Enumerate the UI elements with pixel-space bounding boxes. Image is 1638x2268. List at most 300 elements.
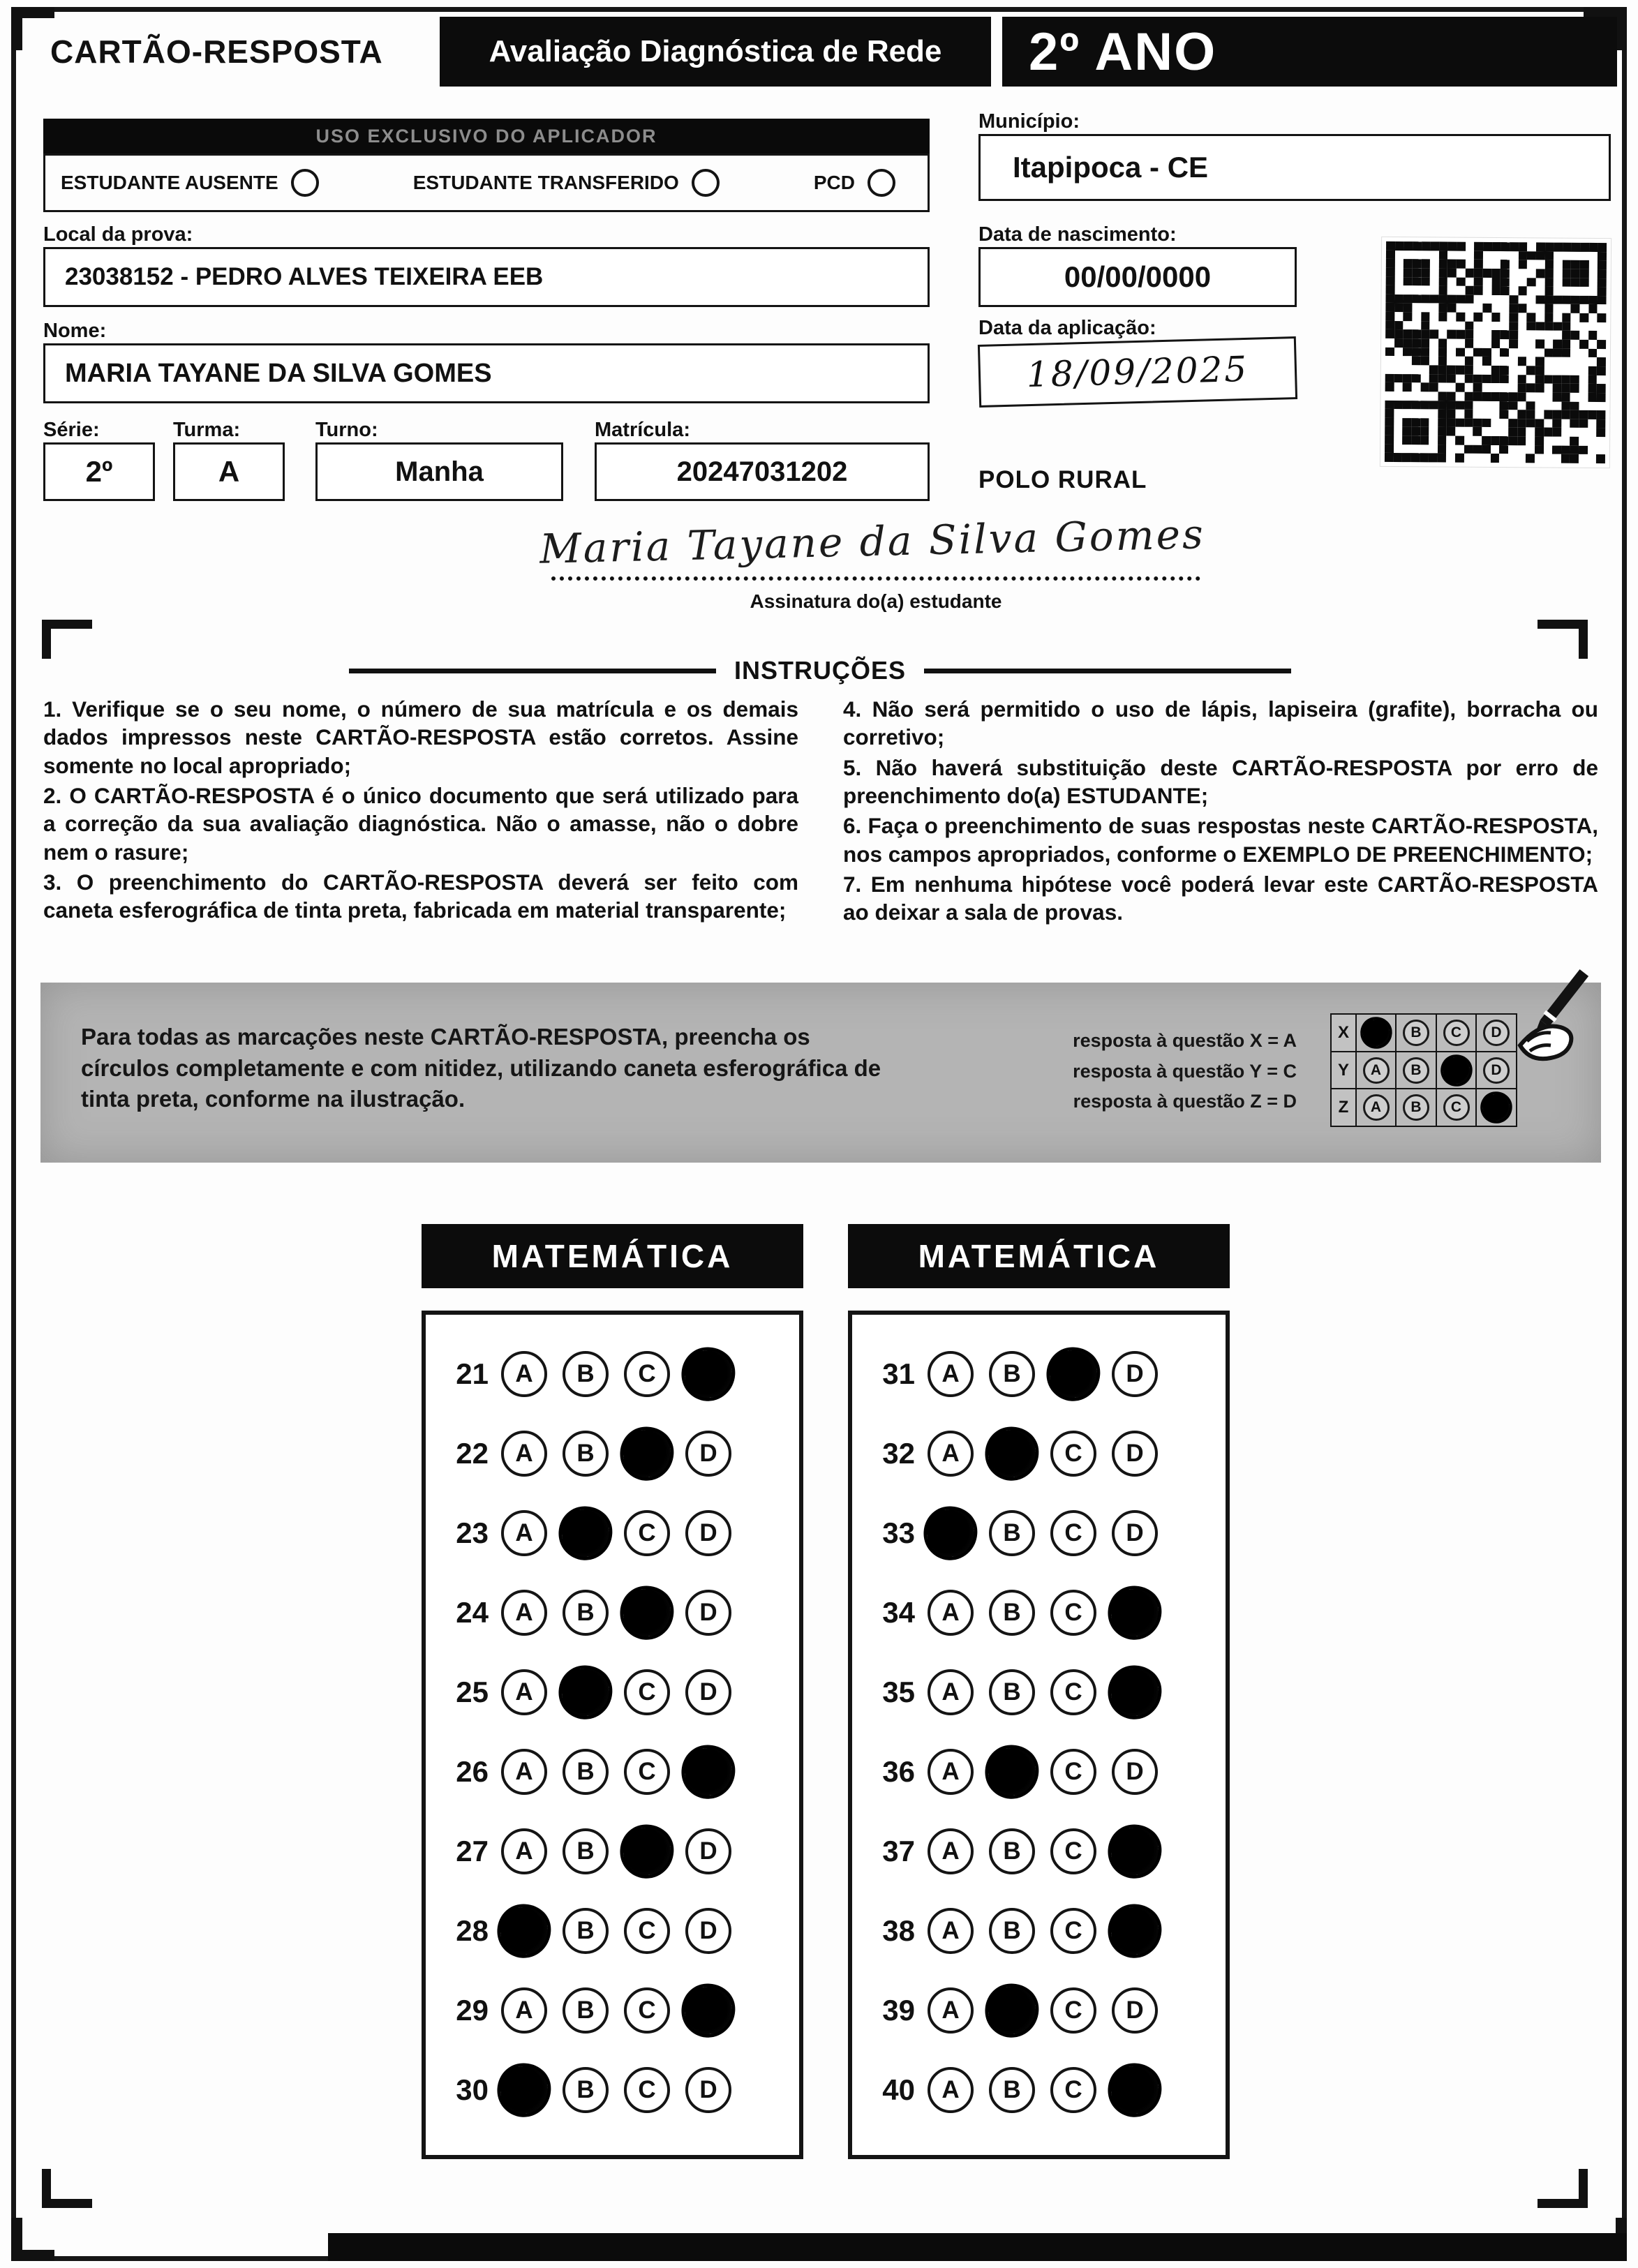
answer-bubble[interactable]: D (685, 1590, 731, 1636)
answer-bubble[interactable]: B (989, 1590, 1035, 1636)
qr-module (1447, 330, 1457, 339)
answer-bubble[interactable]: A (501, 1987, 547, 2034)
qr-module (1402, 445, 1411, 454)
answer-bubble-filled[interactable] (1105, 1583, 1165, 1643)
qr-module (1438, 286, 1447, 295)
qr-module (1447, 374, 1456, 383)
answer-bubble[interactable]: D (685, 1828, 731, 1874)
registration-mark-bottom-left (11, 2218, 54, 2261)
qr-module (1500, 330, 1509, 339)
qr-module (1394, 445, 1403, 454)
qr-module (1596, 454, 1605, 463)
qr-module (1483, 277, 1492, 286)
answer-bubble[interactable]: D (685, 1669, 731, 1715)
qr-module (1510, 242, 1519, 251)
qr-module (1500, 410, 1509, 419)
student-signature-handwritten: Maria Tayane da Silva Gomes (539, 510, 1206, 573)
qr-module (1553, 375, 1562, 384)
qr-module (1457, 304, 1466, 313)
qr-module (1517, 366, 1526, 375)
qr-module (1535, 304, 1544, 313)
qr-module (1570, 401, 1579, 410)
qr-module (1404, 285, 1413, 294)
qr-module (1544, 437, 1553, 446)
qr-module (1412, 382, 1421, 391)
answer-bubble[interactable]: C (1050, 1510, 1096, 1556)
qr-module (1464, 374, 1473, 383)
answer-bubble[interactable]: D (1112, 1431, 1158, 1477)
status-bubble-empty[interactable] (692, 169, 720, 197)
answer-bubble[interactable]: A (928, 1908, 974, 1954)
answer-bubble-filled[interactable] (678, 1344, 738, 1404)
answer-bubble[interactable]: B (563, 1351, 609, 1397)
qr-module (1535, 436, 1544, 445)
answer-bubble[interactable]: B (563, 2067, 609, 2113)
qr-module (1508, 410, 1517, 419)
answer-bubble-filled[interactable] (1105, 1901, 1165, 1961)
answer-bubble[interactable]: B (989, 1510, 1035, 1556)
qr-module (1588, 393, 1597, 402)
qr-module (1561, 454, 1570, 463)
local-value-box: 23038152 - PEDRO ALVES TEIXEIRA EEB (43, 247, 930, 307)
answer-bubble[interactable]: D (685, 2067, 731, 2113)
answer-bubble[interactable]: C (1050, 1749, 1096, 1795)
qr-module (1509, 375, 1518, 384)
qr-module (1394, 400, 1403, 409)
qr-module (1413, 251, 1422, 260)
status-bubble-empty[interactable] (868, 169, 895, 197)
qr-module (1394, 356, 1403, 365)
qr-module (1527, 304, 1536, 313)
qr-module (1430, 260, 1439, 269)
answer-bubble[interactable]: A (928, 1431, 974, 1477)
answer-row (442, 1971, 799, 2050)
qr-module (1526, 348, 1535, 357)
qr-module (1527, 251, 1536, 260)
qr-module (1518, 322, 1527, 331)
instructions-title: INSTRUÇÕES (734, 656, 907, 685)
qr-module (1500, 366, 1509, 375)
qr-module (1563, 243, 1572, 252)
qr-module (1473, 366, 1482, 375)
qr-module (1482, 454, 1491, 463)
qr-module (1536, 260, 1545, 269)
qr-module (1508, 445, 1517, 454)
qr-module (1447, 304, 1457, 313)
qr-module (1509, 322, 1518, 331)
qr-module (1447, 277, 1457, 286)
answer-bubble[interactable]: C (624, 1510, 670, 1556)
qr-module (1508, 401, 1517, 410)
qr-module (1429, 383, 1438, 392)
qr-module (1580, 251, 1589, 260)
qr-module (1544, 278, 1554, 287)
qr-module (1447, 251, 1457, 260)
example-cell (1355, 1051, 1397, 1090)
qr-module (1457, 294, 1466, 304)
qr-module (1526, 454, 1535, 463)
qr-module (1473, 392, 1482, 401)
answer-bubble[interactable]: B (989, 1908, 1035, 1954)
qr-module (1554, 304, 1563, 313)
qr-module (1597, 410, 1606, 419)
qr-module (1483, 269, 1492, 278)
answer-bubble[interactable]: B (989, 1351, 1035, 1397)
qr-module (1597, 366, 1606, 375)
qr-module (1404, 259, 1413, 268)
qr-module (1518, 339, 1527, 348)
answer-bubble-filled[interactable] (678, 1742, 738, 1802)
instruction-item: 7. Em nenhuma hipótese você poderá levar este CARTÃO-RESPOSTA ao deixar a sala de provas. (843, 871, 1598, 925)
answer-bubble[interactable]: C (1050, 2067, 1096, 2113)
qr-module (1570, 393, 1579, 402)
qr-module (1466, 251, 1475, 260)
qr-module (1491, 419, 1500, 428)
qr-module (1491, 383, 1500, 392)
qr-module (1579, 410, 1588, 419)
qr-module (1386, 251, 1395, 260)
qr-module (1553, 401, 1562, 410)
qr-module (1552, 445, 1561, 454)
answer-bubble[interactable]: D (1112, 1510, 1158, 1556)
qr-module (1492, 242, 1501, 251)
subject-title-bar: MATEMÁTICA (422, 1224, 803, 1288)
divider-line (349, 669, 716, 673)
answer-bubble[interactable]: C (1050, 1908, 1096, 1954)
qr-module (1386, 276, 1395, 285)
qr-module (1508, 436, 1517, 445)
qr-module (1588, 428, 1597, 437)
qr-module (1483, 295, 1492, 304)
answer-row (442, 1891, 799, 1971)
question-number: 40 (882, 2073, 915, 2106)
answer-bubble[interactable]: B (563, 1431, 609, 1477)
answer-bubble-filled[interactable] (1043, 1344, 1103, 1404)
qr-module (1571, 243, 1580, 252)
answer-bubble-filled[interactable] (982, 1980, 1042, 2041)
answer-bubble-filled[interactable] (1105, 1821, 1165, 1881)
qr-module (1580, 243, 1589, 252)
answer-bubble[interactable]: A (501, 1590, 547, 1636)
qr-module (1500, 383, 1509, 392)
nome-label: Nome: (43, 320, 107, 342)
answer-bubble[interactable]: C (624, 1351, 670, 1397)
qr-module (1554, 243, 1563, 252)
qr-module (1501, 251, 1510, 260)
qr-module (1420, 409, 1429, 418)
qr-module (1394, 285, 1404, 294)
qr-module (1526, 322, 1535, 331)
qr-module (1571, 322, 1580, 331)
qr-module (1447, 348, 1456, 357)
qr-module (1535, 375, 1544, 384)
answer-bubble[interactable]: C (1050, 1590, 1096, 1636)
answer-bubble[interactable]: B (989, 1669, 1035, 1715)
qr-module (1439, 268, 1448, 277)
qr-module (1554, 260, 1563, 269)
qr-module (1411, 401, 1420, 410)
qr-module (1438, 330, 1447, 339)
qr-module (1404, 312, 1413, 321)
qr-module (1499, 427, 1508, 436)
qr-module (1456, 383, 1465, 392)
answer-bubble[interactable]: D (1112, 1351, 1158, 1397)
answer-bubble[interactable]: A (928, 1749, 974, 1795)
answer-bubble[interactable]: B (563, 1749, 609, 1795)
qr-module (1588, 269, 1598, 278)
qr-module (1421, 268, 1430, 277)
turma-label: Turma: (173, 419, 241, 441)
qr-module (1385, 356, 1394, 365)
answer-bubble[interactable]: B (563, 1987, 609, 2034)
qr-module (1517, 392, 1526, 401)
qr-module (1526, 419, 1535, 428)
qr-module (1385, 426, 1394, 435)
qr-module (1500, 357, 1509, 366)
qr-module (1509, 295, 1518, 304)
qr-module (1588, 375, 1597, 385)
qr-module (1491, 339, 1501, 348)
qr-module (1420, 382, 1429, 391)
qr-module (1447, 339, 1457, 348)
answer-bubble-filled[interactable] (982, 1742, 1042, 1802)
qr-module (1438, 445, 1447, 454)
qr-module (1412, 285, 1421, 294)
qr-module (1473, 454, 1482, 463)
qr-module (1394, 409, 1403, 418)
qr-module (1420, 357, 1429, 366)
answer-bubble[interactable]: C (1050, 1431, 1096, 1477)
qr-module (1438, 313, 1447, 322)
qr-module (1429, 374, 1438, 383)
answer-bubble[interactable]: A (928, 2067, 974, 2113)
answer-bubble-filled[interactable] (1105, 2060, 1165, 2120)
qr-module (1447, 427, 1456, 436)
qr-module (1570, 384, 1579, 393)
answer-bubble[interactable]: C (624, 1669, 670, 1715)
qr-module (1447, 321, 1457, 330)
qr-module (1508, 392, 1517, 401)
qr-module (1588, 278, 1598, 287)
answer-bubble[interactable]: C (624, 1987, 670, 2034)
qr-module (1464, 445, 1473, 454)
qr-module (1579, 340, 1588, 349)
qr-module (1404, 268, 1413, 277)
qr-module (1588, 349, 1598, 358)
qr-module (1385, 391, 1394, 401)
answer-bubble[interactable]: A (501, 1351, 547, 1397)
example-cell (1395, 1013, 1437, 1052)
answer-bubble[interactable]: A (501, 1669, 547, 1715)
qr-module (1554, 269, 1563, 278)
answer-bubble[interactable]: C (1050, 1669, 1096, 1715)
qr-module (1403, 321, 1412, 330)
answer-bubble[interactable]: D (685, 1431, 731, 1477)
answer-bubble-filled[interactable] (1105, 1662, 1165, 1722)
answer-bubble[interactable]: A (928, 1351, 974, 1397)
answer-bubble-filled[interactable] (494, 1901, 554, 1961)
qr-module (1394, 277, 1404, 286)
answer-bubble[interactable]: D (685, 1908, 731, 1954)
qr-module (1429, 435, 1438, 445)
answer-bubble-filled[interactable] (982, 1424, 1042, 1484)
answer-bubble[interactable]: A (501, 1431, 547, 1477)
example-caption: resposta à questão Z = D (1073, 1091, 1297, 1112)
qr-module (1527, 313, 1536, 322)
answer-bubble[interactable]: A (501, 1828, 547, 1874)
answer-bubble[interactable]: B (563, 1828, 609, 1874)
qr-module (1598, 322, 1607, 331)
answer-bubble[interactable]: B (563, 1908, 609, 1954)
qr-module (1412, 312, 1421, 321)
answer-bubble[interactable]: D (685, 1510, 731, 1556)
qr-module (1526, 366, 1535, 375)
qr-module (1510, 269, 1519, 278)
qr-module (1394, 453, 1403, 462)
qr-module (1411, 409, 1420, 418)
qr-module (1394, 268, 1404, 277)
qr-module (1571, 287, 1580, 296)
qr-module (1500, 375, 1509, 384)
qr-module (1491, 366, 1500, 375)
qr-module (1385, 445, 1394, 454)
qr-module (1482, 401, 1491, 410)
answer-bubble[interactable]: A (501, 1749, 547, 1795)
qr-module (1535, 295, 1544, 304)
qr-module (1457, 269, 1466, 278)
qr-module (1411, 445, 1420, 454)
answer-bubble[interactable]: D (1112, 1749, 1158, 1795)
qr-module (1482, 330, 1491, 339)
answer-bubble-filled[interactable] (617, 1583, 677, 1643)
qr-module (1447, 365, 1456, 374)
qr-module (1455, 454, 1464, 463)
qr-module (1562, 357, 1571, 366)
signature-line (551, 576, 1200, 581)
instructions-header (349, 656, 1291, 685)
qr-module (1455, 410, 1464, 419)
answer-bubble[interactable]: D (1112, 1987, 1158, 2034)
qr-module (1527, 242, 1536, 251)
qr-module (1394, 382, 1403, 391)
qr-module (1447, 260, 1457, 269)
answer-bubble-filled[interactable] (556, 1503, 616, 1563)
qr-module (1447, 436, 1456, 445)
qr-module (1492, 251, 1501, 260)
qr-module (1526, 384, 1535, 393)
answer-bubble-filled[interactable] (556, 1662, 616, 1722)
answer-bubble[interactable]: A (501, 1510, 547, 1556)
instruction-item: 4. Não será permitido o uso de lápis, lapiseira (grafite), borracha ou corretivo; (843, 696, 1598, 750)
answer-bubble[interactable]: C (624, 2067, 670, 2113)
question-number: 26 (456, 1755, 489, 1788)
answer-bubble-filled[interactable] (617, 1821, 677, 1881)
qr-module (1598, 313, 1607, 322)
qr-module (1571, 331, 1580, 340)
question-number: 37 (882, 1835, 915, 1867)
answer-bubble-filled[interactable] (678, 1980, 738, 2041)
answer-bubble[interactable]: C (624, 1749, 670, 1795)
qr-module (1385, 453, 1394, 462)
qr-module (1473, 436, 1482, 445)
example-captions (1032, 1026, 1297, 1117)
question-number: 33 (882, 1516, 915, 1549)
qr-module (1596, 437, 1605, 446)
qr-module (1597, 375, 1606, 385)
answer-bubble[interactable]: A (928, 1669, 974, 1715)
qr-module (1562, 304, 1571, 313)
qr-module (1570, 428, 1579, 437)
status-bubble-empty[interactable] (291, 169, 319, 197)
qr-module (1598, 278, 1607, 288)
answer-bubble[interactable]: A (928, 1590, 974, 1636)
qr-module (1527, 269, 1536, 278)
answer-bubble[interactable]: A (928, 1987, 974, 2034)
qr-module (1482, 427, 1491, 436)
qr-module (1535, 410, 1544, 419)
answer-bubble[interactable]: B (989, 1828, 1035, 1874)
turno-label: Turno: (315, 419, 378, 441)
qr-module (1473, 383, 1482, 392)
qr-module (1465, 313, 1474, 322)
qr-module (1456, 366, 1465, 375)
qr-module (1526, 401, 1535, 410)
qr-module (1446, 454, 1455, 463)
answer-bubble-filled[interactable] (921, 1503, 981, 1563)
qr-module (1457, 286, 1466, 295)
qr-module (1589, 252, 1598, 261)
answer-row (442, 1414, 799, 1493)
answer-bubble[interactable]: B (563, 1590, 609, 1636)
qr-module (1561, 428, 1570, 437)
question-number: 34 (882, 1596, 915, 1629)
answer-bubble-filled[interactable] (494, 2060, 554, 2120)
qr-module (1570, 419, 1579, 428)
qr-module (1466, 260, 1475, 269)
answer-bubble-filled[interactable] (617, 1424, 677, 1484)
applicator-option (814, 169, 895, 197)
qr-module (1456, 391, 1465, 401)
qr-module (1561, 410, 1570, 419)
qr-module (1544, 251, 1554, 260)
qr-module (1579, 393, 1588, 402)
qr-module (1404, 241, 1413, 251)
qr-module (1482, 357, 1491, 366)
qr-module (1510, 278, 1519, 287)
answer-row (869, 1573, 1226, 1652)
local-label: Local da prova: (43, 223, 193, 246)
example-bubble-filled (1478, 1089, 1514, 1126)
qr-module (1438, 348, 1447, 357)
qr-module (1438, 391, 1447, 401)
qr-module (1580, 260, 1589, 269)
qr-module (1598, 243, 1607, 252)
example-cell (1436, 1013, 1477, 1052)
qr-module (1386, 285, 1395, 294)
answer-bubble[interactable]: C (624, 1908, 670, 1954)
qr-module (1403, 409, 1412, 418)
qr-module (1411, 418, 1420, 427)
answer-bubble[interactable]: B (989, 2067, 1035, 2113)
answer-bubble[interactable]: A (928, 1828, 974, 1874)
qr-module (1579, 375, 1588, 384)
qr-module (1501, 260, 1510, 269)
qr-module (1430, 241, 1439, 251)
answer-bubble[interactable]: C (1050, 1987, 1096, 2034)
section-bracket-top-right (1538, 620, 1588, 659)
answer-bubble[interactable]: C (1050, 1828, 1096, 1874)
qr-module (1598, 304, 1607, 313)
